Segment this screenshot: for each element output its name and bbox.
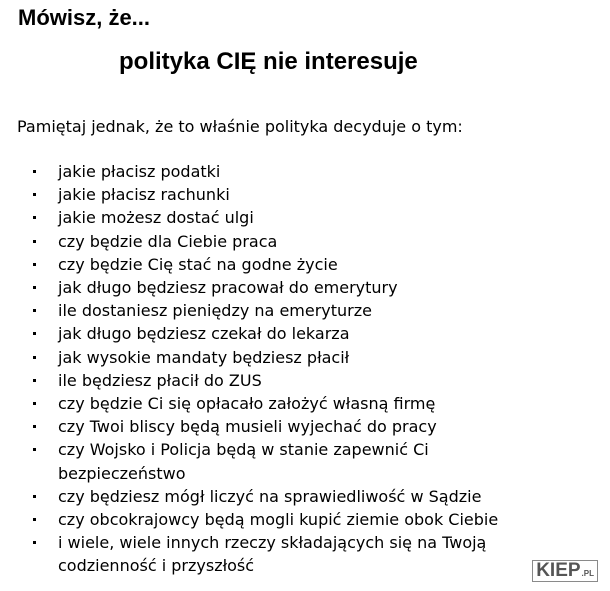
list-item	[33, 253, 498, 276]
list-item-text: czy będzie dla Ciebie praca	[58, 231, 278, 251]
list-item	[33, 415, 498, 438]
logo-suffix: .PL	[581, 569, 594, 578]
list-item	[33, 160, 498, 183]
list-item	[33, 206, 498, 229]
list-item	[33, 369, 498, 392]
list-item-text: czy będzie Cię stać na godne życie	[58, 254, 338, 274]
list-item	[33, 485, 498, 508]
list-item-text: jakie możesz dostać ulgi	[58, 208, 254, 228]
bullet-icon	[33, 240, 36, 243]
list-item	[33, 508, 498, 531]
bullet-icon	[33, 216, 36, 219]
bullet-icon	[33, 402, 36, 405]
list-item-text: jak długo będziesz pracował do emerytury	[58, 278, 398, 298]
logo-text: KIEP	[536, 560, 581, 581]
list-item	[33, 322, 498, 345]
list-item-text: jakie płacisz podatki	[58, 162, 221, 181]
list-item-text: czy obcokrajowcy będą mogli kupić ziemie obok Ciebie	[58, 510, 499, 530]
list-item	[33, 438, 498, 484]
bullet-icon	[33, 286, 36, 289]
list-item-text: codzienność i przyszłość	[58, 556, 255, 576]
list-item	[33, 276, 498, 299]
list-item	[33, 531, 498, 577]
bullet-icon	[33, 263, 36, 266]
bullet-icon	[33, 425, 36, 428]
bullet-icon	[33, 379, 36, 382]
list-item	[33, 183, 498, 206]
heading-intro: Mówisz, że...	[18, 5, 151, 30]
bullet-icon	[33, 448, 36, 451]
bullet-icon	[33, 356, 36, 359]
heading-main: polityka CIĘ nie interesuje	[119, 48, 418, 75]
list-item-text: ile dostaniesz pieniędzy na emeryturze	[58, 301, 372, 321]
list-item-text: ile będziesz płacił do ZUS	[58, 370, 262, 390]
list-item-text: bezpieczeństwo	[58, 463, 186, 483]
list-item-text: czy Twoi bliscy będą musieli wyjechać do pracy	[58, 417, 437, 437]
bullet-icon	[33, 332, 36, 335]
bullet-icon	[33, 170, 36, 173]
list-item-text: i wiele, wiele innych rzeczy składających się na Twoją	[58, 533, 487, 553]
bullet-icon	[33, 309, 36, 312]
intro-text: Pamiętaj jednak, że to właśnie polityka decyduje o tym:	[17, 117, 463, 136]
list-item-text: jak długo będziesz czekał do lekarza	[58, 324, 350, 344]
list-item-text: jakie płacisz rachunki	[58, 185, 230, 205]
list-item	[33, 392, 498, 415]
list-item-text: jak wysokie mandaty będziesz płacił	[58, 347, 350, 367]
bullet-icon	[33, 495, 36, 498]
bullet-icon	[33, 518, 36, 521]
bullet-icon	[33, 193, 36, 196]
list-item	[33, 230, 498, 253]
list-item	[33, 346, 498, 369]
list-item-text: czy będziesz mógł liczyć na sprawiedliwość w Sądzie	[58, 486, 482, 506]
reasons-list	[33, 160, 498, 578]
list-item	[33, 299, 498, 322]
kiep-logo	[532, 560, 598, 582]
bullet-icon	[33, 541, 36, 544]
list-item-text: czy będzie Ci się opłacało założyć własną firmę	[58, 394, 436, 414]
list-item-text: czy Wojsko i Policja będą w stanie zapewnić Ci	[58, 440, 429, 460]
